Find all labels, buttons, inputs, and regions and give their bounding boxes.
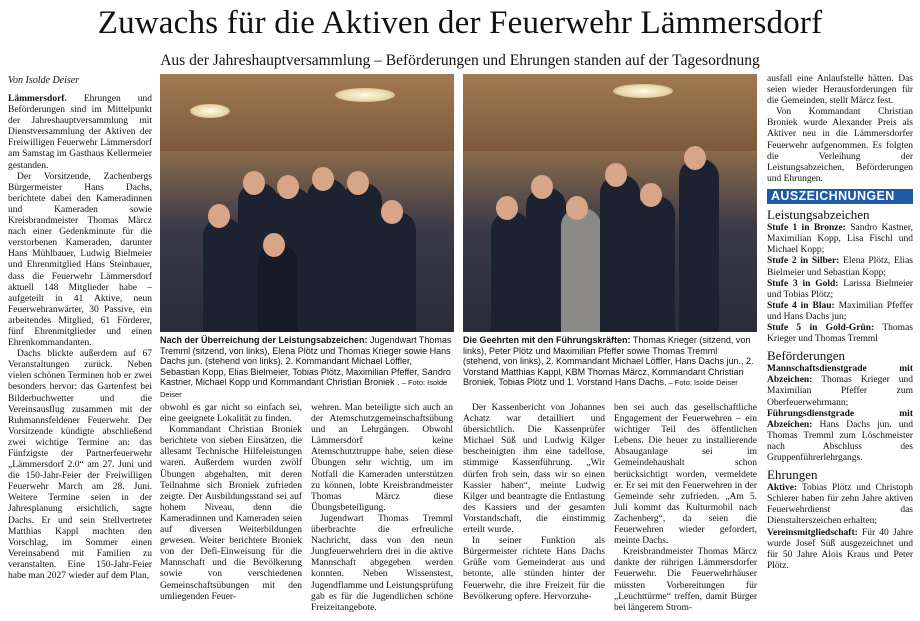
photo-caption-1: Nach der Überreichung der Leistungsabzeichen: Jugendwart Thomas Tremml (sitzend, von links), Elena Plötz und Thomas Krieger sowie Hans Dachs jun. (stehend von links), 2. Kommandant Michael Löffler, Sebastian Kopp, Elias Bielmeier, Tobias Plötz, Maximilian Pfeffer, Sandro Kastner, Michael Kopp und Kommandant Christian Broniek . – Foto: Isolde Deiser bbox=[160, 335, 452, 399]
paragraph: wehren. Man beteiligte sich auch an der Atemschutzgemeinschaftsübung und an Lehrgängen. Obwohl Lämmersdorf keine Atemschutztruppe habe, seien diese Übungen sehr wichtig, um im Notfall die Kameraden unterstützen zu können, lobte Kreisbrandmeister Thomas Märcz diese Übungsbeteiligung. bbox=[311, 403, 453, 513]
auszeichnungen-header: AUSZEICHNUNGEN bbox=[767, 189, 913, 204]
photo-caption-2: Die Geehrten mit den Führungskräften: Thomas Krieger (sitzend, von links), Peter Plötz und Maximilian Pfeffer sowie Thomas Tremml (stehend, von links), 2. Kommandant Michael Löffler, Hans Dachs jun., 2. Vorstand Matthias Kappl, KBM Thomas Märcz, Kommandant Christian Broniek, Tobias Plötz und 1. Vorstand Hans Dachs. – Foto: Isolde Deiser bbox=[463, 335, 754, 388]
headline: Zuwachs für die Aktiven der Feuerwehr Lämmersdorf bbox=[97, 5, 823, 41]
award-line: Stufe 2 in Silber: Elena Plötz, Elias Bielmeier und Sebastian Kopp; bbox=[767, 256, 913, 278]
photo-leistungsabzeichen bbox=[160, 74, 454, 332]
award-line: Stufe 5 in Gold-Grün: Thomas Krieger und Thomas Tremml bbox=[767, 322, 913, 345]
paragraph: Der Vorsitzende, Zachenbergs Bürgermeister Hans Dachs, berichtete dabei den Kameradinnen und Kameraden sowie Kreisbrandmeister Thomas Märcz nach einer Gedenkminute für die verstorbenen Kameraden, darunter Hans Mühlbauer, Ludwig Bielmeier und Ehrenmitglied Hans Steinbauer, dass die Feuerwehr Lämmersdorf aktuell 148 Mitglieder habe – aufgeteilt in 41 Aktive, neun Feuerwehranwärter, 30 Passive, ein arbeitendes Mitglied, 61 Förderer, fünf Ehrenmitglieder und einen Ehrenkommandanten. bbox=[8, 171, 152, 349]
column-1 bbox=[8, 94, 152, 616]
subheading-ehrungen: Ehrungen bbox=[767, 467, 818, 483]
award-line: Stufe 1 in Bronze: Sandro Kastner, Maximilian Kopp, Lisa Fischl und Michael Kopp; bbox=[767, 223, 913, 256]
award-line: Aktive: Tobias Plötz und Christoph Schierer haben für zehn Jahre aktiven Feuerwehrdienst das Dienstalterszeichen erhalten; bbox=[767, 483, 913, 527]
paragraph: Lämmersdorf. Ehrungen und Beförderungen sind im Mittelpunkt der Jahreshauptversammlung mit Dienstversammlung der Aktiven der Freiwilligen Feuerwehr Lämmersdorf am Samstag im Gasthaus Kellermeier gestanden. bbox=[8, 94, 152, 171]
paragraph: Von Kommandant Christian Broniek wurde Alexander Preis als Aktiver neu in die Lämmersdorfer Feuerwehr aufgenommen. Es folgten die Verleihung der Leistungsabzeichen, Beförderungen und Ehrungen. bbox=[767, 107, 913, 184]
subheading-leistungsabzeichen: Leistungsabzeichen bbox=[767, 207, 870, 223]
award-line: Mannschaftsdienstgrade mit Abzeichen: Thomas Krieger und Maximilian Pfeffer zum Oberfeuerwehrmann; bbox=[767, 364, 913, 408]
paragraph: Dachs blickte außerdem auf 67 Veranstaltungen zurück. Neben vielen schönen Terminen hob er zwei besonders hervor: das Gartenfest bei Bilderbuchwetter und die Vereinsausflug zusammen mit der Ruhmannsfeldener Feuerwehr. Der Vorsitzende kündigte abschließend zwei wichtige Termine an: das Fünfzigste der Partnerfeuerwehr „Lämmersdorf 2.0“ am 27. Juni und die 150-Jahr-Feier der Freiwilligen Feuerwehr March am 28. Juni. Weitere Termine seien in der Jahresplanung ersichtlich, sagte Dachs. Er und sein Stellvertreter Matthias Kappl machten den Vorschlag, im Sommer einen Vereinsabend mit Familien zu veranstalten. Eine 150-Jahr-Feier habe man 2027 wieder auf dem Plan, bbox=[8, 349, 152, 582]
award-line: Stufe 3 in Gold: Larissa Bielmeier und Tobias Plötz; bbox=[767, 278, 913, 300]
column-4 bbox=[463, 403, 605, 617]
paragraph: ausfall eine Anlaufstelle hätten. Das seien wieder Herausforderungen für die Gemeinden, stellt Märcz fest. bbox=[767, 74, 913, 107]
paragraph: obwohl es gar nicht so einfach sei, eine geeignete Lokalität zu finden. bbox=[160, 403, 302, 425]
column-5 bbox=[614, 403, 757, 617]
award-line: Vereinsmitgliedschaft: Für 40 Jahre wurde Josef Süß ausgezeichnet und für 50 Jahre Alois Kraus und Peter Plötz. bbox=[767, 527, 913, 571]
paragraph: Kreisbrandmeister Thomas Märcz dankte der rührigen Lämmersdorfer Feuerwehr. Die Feuerwehrhäuser müssten Vorbereitungen für „Leuchttürme“ treffen, damit Bürger bei längerem Strom- bbox=[614, 547, 757, 613]
paragraph: In seiner Funktion als Bürgermeister richtete Hans Dachs Grüße vom Gemeinderat aus und betonte, alle stünden hinter der Feuerwehr, die ihre Freizeit für die Bevölkerung opfere. Hervorzuhe- bbox=[463, 536, 605, 602]
subheadline: Aus der Jahreshauptversammlung – Beförderungen und Ehrungen standen auf der Tagesordnung bbox=[160, 52, 760, 69]
byline: Von Isolde Deiser bbox=[8, 75, 80, 86]
award-line: Führungsdienstgrade mit Abzeichen: Hans Dachs jun. und Thomas Tremml zum Löschmeister nach Abschluss des Gruppenführerlehrgangs. bbox=[767, 408, 913, 463]
subheading-befoerderungen: Beförderungen bbox=[767, 348, 845, 364]
paragraph: Der Kassenbericht von Johannes Achatz war detailliert und übersichtlich. Die Kassenprüfer Michael Süß und Ludwig Kilger bescheinigten ihm eine tadellose, stimmige Kassenführung. „Wir dürfen froh sein, dass wir so einen Kassier haben“, meinte Ludwig Kilger und beantragte die Entlastung des Kassiers und der gesamten Vorstandschaft, die einstimmig erteilt wurde. bbox=[463, 403, 605, 536]
column-6 bbox=[767, 74, 913, 617]
paragraph: Jugendwart Thomas Tremml überbrachte die erfreuliche Nachricht, dass von den neun Jungfeuerwehrlern drei in die aktive Mannschaft abgegeben werden konnten. Neben Wissenstest, Jugendflamme und Leistungsprüfung gab es für die Jugendlichen schöne Freizeitangebote. bbox=[311, 513, 453, 613]
award-line: Stufe 4 in Blau: Maximilian Pfeffer und Hans Dachs jun; bbox=[767, 300, 913, 322]
photo-geehrte bbox=[463, 74, 757, 332]
paragraph: ben sei auch das gesellschaftliche Engagement der Feuerwehren – ein wichtiger Teil des öffentlichen Lebens. Die heuer zu installierende Absauganlage sei im Gemeindehaushalt schon berücksichtigt worden, vermeldete er. Er sei mit den Feuerwehren in der Gemeinde sehr zufrieden. „Am 5. Juli kommt das Kulturmobil nach Zachenberg“, da seien die Feuerwehren wieder gefordert, meinte Dachs. bbox=[614, 403, 757, 547]
dateline: Lämmersdorf. bbox=[8, 94, 67, 104]
column-3 bbox=[311, 403, 453, 617]
paragraph: Kommandant Christian Broniek berichtete von sieben Einsätzen, die allesamt Technische Hilfeleistungen waren. Außerdem wurden zwölf Übungen abgehalten, mit deren Teilnahme sich Broniek zufrieden zeigte. Der Ausbildungsstand sei auf hohem Niveau, denn die Kameradinnen und Kameraden seien auf diversen Weiterbildungen gewesen. Weiter berichtete Broniek von der Defi-Einweisung für die Mannschaft und die Bevölkerung sowie von verschiedenen Gemeinschaftsübungen mit den umliegenden Feuer- bbox=[160, 425, 302, 602]
column-2 bbox=[160, 403, 302, 617]
